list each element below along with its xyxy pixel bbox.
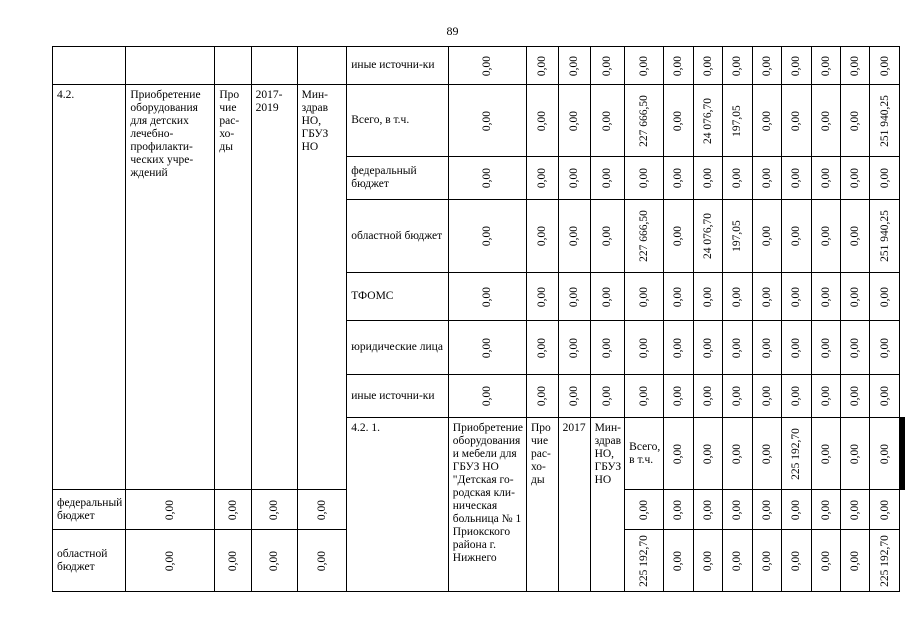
funding-source-cell: иные источни-ки [347,375,449,418]
value-text: 225 192,70 [878,534,891,587]
value-text: 0,00 [672,499,685,520]
value-text: 0,00 [731,286,744,307]
value-cell [664,273,693,321]
value-cell [126,530,215,592]
value-cell [527,200,559,273]
value-text: 0,00 [760,550,773,571]
value-text: 0,00 [536,55,549,76]
funding-source-cell: федеральный бюджет [53,490,126,530]
label-cell: Мин-здрав НО, ГБУЗ НО [297,85,347,490]
value-cell [870,418,900,490]
value-text: 0,00 [731,499,744,520]
value-text: 0,00 [164,499,177,520]
value-text: 251 940,25 [878,94,891,147]
value-text: 0,00 [760,110,773,131]
value-text: 0,00 [568,55,581,76]
value-cell [752,47,781,85]
value-cell [215,490,251,530]
value-text: 0,00 [481,286,494,307]
value-cell [840,85,869,157]
value-text: 0,00 [601,110,614,131]
value-text: 0,00 [164,550,177,571]
value-cell [870,157,900,200]
funding-source-cell: Всего, в т.ч. [347,85,449,157]
value-cell [752,85,781,157]
value-cell [782,157,811,200]
value-text: 0,00 [849,499,862,520]
value-text: 0,00 [731,55,744,76]
budget-table [52,46,905,592]
value-text: 0,00 [760,443,773,464]
value-cell [840,490,869,530]
value-text: 0,00 [481,337,494,358]
value-cell [527,47,559,85]
value-cell [625,321,664,375]
value-cell [870,321,900,375]
value-text: 0,00 [672,286,685,307]
value-cell [782,85,811,157]
value-cell [811,85,840,157]
value-text: 0,00 [481,55,494,76]
value-cell [782,490,811,530]
value-text: 0,00 [638,167,651,189]
value-text: 0,00 [226,550,239,571]
value-text: 0,00 [536,385,549,407]
value-text: 0,00 [878,55,891,76]
value-cell [840,47,869,85]
value-cell [782,375,811,418]
value-text: 0,00 [315,550,328,571]
value-text: 0,00 [672,337,685,358]
value-text: 0,00 [601,385,614,407]
value-cell [723,273,752,321]
value-text: 0,00 [790,110,803,131]
value-cell [752,375,781,418]
funding-source-cell: областной бюджет [53,530,126,592]
value-text: 0,00 [731,337,744,358]
value-text: 0,00 [849,55,862,76]
value-cell [448,85,526,157]
value-text: 0,00 [878,286,891,307]
value-cell [752,273,781,321]
value-cell [840,418,869,490]
value-cell [558,321,590,375]
value-cell [752,200,781,273]
value-cell [527,157,559,200]
value-text: 0,00 [849,110,862,131]
value-text: 0,00 [315,499,328,520]
value-cell [215,530,251,592]
value-text: 0,00 [790,499,803,520]
value-text: 0,00 [536,286,549,307]
value-text: 0,00 [790,385,803,407]
value-text: 0,00 [819,167,832,189]
value-text: 227 666,50 [638,94,651,147]
page-number: 89 [446,24,459,38]
value-text: 0,00 [536,110,549,131]
label-cell: 2017 [558,418,590,592]
value-text [904,428,905,480]
value-cell [448,321,526,375]
value-cell [527,273,559,321]
value-cell [752,321,781,375]
value-cell [870,85,900,157]
value-text: 197,05 [731,220,744,252]
value-cell [448,375,526,418]
value-text: 0,00 [731,443,744,464]
value-cell [811,321,840,375]
value-cell [723,85,752,157]
value-cell [840,375,869,418]
value-cell [251,530,297,592]
value-text: 0,00 [701,55,714,76]
value-text: 0,00 [672,225,685,247]
value-text: 0,00 [568,385,581,407]
value-text: 0,00 [701,286,714,307]
value-cell [664,375,693,418]
funding-source-cell: областной бюджет [347,200,449,273]
value-text: 0,00 [819,110,832,131]
value-cell [870,530,900,592]
value-text: 0,00 [849,167,862,189]
label-cell [297,47,347,85]
label-cell: 4.2. 1. [347,418,449,592]
value-text: 0,00 [536,225,549,247]
value-cell [558,200,590,273]
value-text: 0,00 [878,443,891,464]
value-text: 0,00 [672,385,685,407]
value-cell [693,200,722,273]
value-text: 0,00 [601,286,614,307]
value-text: 0,00 [536,167,549,189]
label-cell: Приобретение оборудования и мебели для ГБУЗ НО "Детская го-родская кли-ническая больница № 1 Приокского района г. Нижнего [448,418,526,592]
value-text: 225 192,70 [638,534,651,587]
label-cell: Про чие рас-хо-ды [527,418,559,592]
value-cell [664,530,693,592]
value-text: 0,00 [601,167,614,189]
value-cell [664,157,693,200]
funding-source-cell: иные источни-ки [347,47,449,85]
funding-source-cell: федеральный бюджет [347,157,449,200]
value-cell [126,490,215,530]
value-text: 0,00 [819,385,832,407]
value-text: 0,00 [878,385,891,407]
value-cell [723,200,752,273]
value-text: 0,00 [672,167,685,189]
value-text: 0,00 [638,337,651,358]
value-cell [664,418,693,490]
value-cell [782,321,811,375]
value-text: 0,00 [819,499,832,520]
value-text: 0,00 [601,55,614,76]
value-text: 0,00 [601,337,614,358]
value-cell [693,157,722,200]
value-text: 227 666,50 [638,210,651,262]
value-text: 0,00 [790,167,803,189]
value-cell [811,157,840,200]
value-text: 0,00 [878,337,891,358]
value-text: 0,00 [878,499,891,520]
value-cell [625,47,664,85]
value-cell [782,530,811,592]
value-text: 0,00 [672,55,685,76]
value-cell [297,490,347,530]
value-text: 0,00 [790,550,803,571]
value-cell [625,157,664,200]
label-cell [126,47,215,85]
value-text: 0,00 [849,337,862,358]
value-text: 0,00 [790,337,803,358]
value-cell [723,321,752,375]
value-text: 0,00 [760,337,773,358]
value-cell [752,490,781,530]
value-cell [448,200,526,273]
value-cell [870,200,900,273]
value-text: 0,00 [819,286,832,307]
value-cell [904,418,905,490]
value-text: 0,00 [790,55,803,76]
value-cell [782,273,811,321]
value-cell [448,47,526,85]
value-text: 0,00 [268,499,281,520]
value-text: 0,00 [638,55,651,76]
value-text: 0,00 [819,337,832,358]
value-text: 24 076,70 [701,97,714,144]
value-cell [693,418,722,490]
value-text: 0,00 [849,550,862,571]
label-cell: 2017-2019 [251,85,297,490]
value-text: 0,00 [819,55,832,76]
value-cell [664,200,693,273]
value-cell [590,375,625,418]
value-cell [811,418,840,490]
value-cell [811,375,840,418]
value-cell [782,418,811,490]
value-text: 0,00 [481,167,494,189]
value-cell [558,47,590,85]
value-text: 0,00 [731,167,744,189]
value-cell [664,490,693,530]
value-text: 0,00 [849,286,862,307]
label-cell: Про чие рас-хо-ды [215,85,251,490]
value-text: 0,00 [760,167,773,189]
value-text: 0,00 [790,286,803,307]
value-cell [752,418,781,490]
value-text: 251 940,25 [878,210,891,262]
value-cell [625,490,664,530]
value-cell [723,490,752,530]
value-text: 0,00 [672,110,685,131]
value-cell [870,273,900,321]
value-text: 0,00 [481,225,494,247]
value-text: 0,00 [878,167,891,189]
value-text: 0,00 [638,385,651,407]
value-text: 0,00 [601,225,614,247]
value-cell [782,200,811,273]
value-text: 0,00 [481,110,494,131]
label-cell [251,47,297,85]
value-cell [811,47,840,85]
value-cell [590,321,625,375]
table-row [53,85,905,157]
value-text: 0,00 [760,385,773,407]
value-text: 0,00 [568,167,581,189]
value-cell [590,47,625,85]
value-cell [693,375,722,418]
value-text: 0,00 [731,550,744,571]
value-text: 0,00 [701,337,714,358]
value-cell [558,375,590,418]
value-text: 0,00 [849,443,862,464]
value-text: 0,00 [568,110,581,131]
value-cell [448,273,526,321]
value-cell [558,85,590,157]
value-cell [527,321,559,375]
value-text: 0,00 [819,550,832,571]
value-text: 225 192,70 [790,427,803,480]
value-cell [811,490,840,530]
value-text: 197,05 [731,104,744,137]
value-text: 0,00 [849,385,862,407]
value-cell [693,321,722,375]
value-text: 0,00 [701,167,714,189]
value-cell [625,375,664,418]
value-text: 0,00 [760,55,773,76]
table-row [53,47,905,85]
value-cell [870,490,900,530]
value-cell [251,490,297,530]
value-cell [840,321,869,375]
value-cell [448,157,526,200]
value-text: 0,00 [638,286,651,307]
value-cell [782,47,811,85]
label-cell [53,47,126,85]
value-cell [693,530,722,592]
value-cell [811,530,840,592]
value-text: 0,00 [819,443,832,464]
value-cell [625,530,664,592]
value-cell [752,157,781,200]
value-text: 0,00 [568,225,581,247]
value-cell [723,418,752,490]
value-cell [840,273,869,321]
value-text: 0,00 [672,550,685,571]
value-cell [723,375,752,418]
value-cell [840,200,869,273]
value-text: 24 076,70 [701,213,714,259]
value-text: 0,00 [568,286,581,307]
value-cell [558,273,590,321]
label-cell: Приобретение оборудования для детских лечебно-профилакти-ческих учре-ждений [126,85,215,490]
value-text: 0,00 [701,550,714,571]
value-cell [590,200,625,273]
value-cell [693,47,722,85]
table-body [53,47,905,592]
value-text: 0,00 [701,499,714,520]
value-cell [590,273,625,321]
value-text: 0,00 [760,225,773,247]
value-text: 0,00 [760,499,773,520]
value-cell [527,375,559,418]
value-cell [870,375,900,418]
value-cell [625,200,664,273]
value-cell [590,157,625,200]
funding-source-cell: юридические лица [347,321,449,375]
value-text: 0,00 [849,225,862,247]
value-text: 0,00 [226,499,239,520]
value-text: 0,00 [760,286,773,307]
value-cell [558,157,590,200]
value-cell [664,47,693,85]
funding-source-cell: Всего, в т.ч. [625,418,664,490]
funding-source-cell: ТФОМС [347,273,449,321]
value-cell [723,157,752,200]
label-cell [215,47,251,85]
label-cell: Мин-здрав НО, ГБУЗ НО [590,418,625,592]
value-cell [527,85,559,157]
value-cell [664,321,693,375]
value-text: 0,00 [536,337,549,358]
value-cell [625,85,664,157]
value-cell [693,490,722,530]
value-text: 0,00 [701,385,714,407]
value-text: 0,00 [731,385,744,407]
value-cell [811,200,840,273]
value-cell [811,273,840,321]
value-text: 0,00 [701,443,714,464]
value-cell [664,85,693,157]
label-cell: 4.2. [53,85,126,490]
value-cell [840,157,869,200]
value-text: 0,00 [568,337,581,358]
value-text: 0,00 [790,225,803,247]
value-text: 0,00 [819,225,832,247]
value-cell [590,85,625,157]
value-cell [723,47,752,85]
value-text: 0,00 [481,385,494,407]
value-cell [752,530,781,592]
value-text: 0,00 [638,499,651,520]
value-cell [693,85,722,157]
value-cell [693,273,722,321]
value-text: 0,00 [672,443,685,464]
value-cell [723,530,752,592]
value-cell [840,530,869,592]
value-text: 0,00 [268,550,281,571]
value-cell [625,273,664,321]
value-cell [297,530,347,592]
value-cell [870,47,900,85]
